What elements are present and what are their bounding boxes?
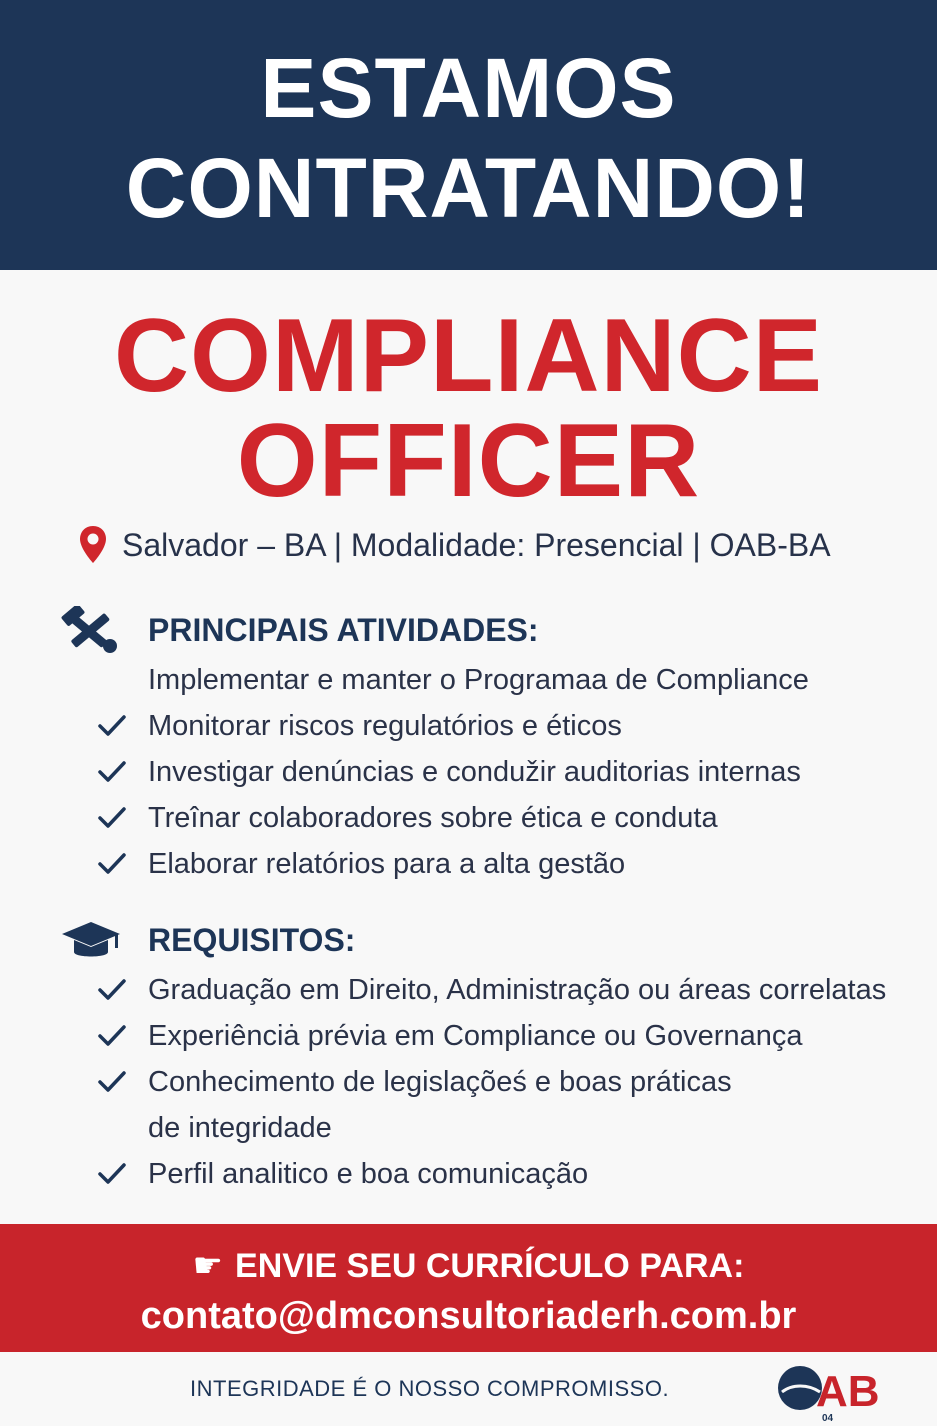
location-text: Salvador – BA | Modalidade: Presencial | OAB-BA (122, 526, 831, 563)
activities-heading-label: PRINCIPAIS ATIVIDADES: (148, 611, 539, 648)
list-item: Perfil analitico e boa comunicação (92, 1156, 937, 1192)
check-icon (92, 1018, 132, 1054)
list-item: Treînar colaboradores sobre ética e conduta (92, 800, 937, 836)
job-title-line-1: COMPLIANCE (113, 298, 824, 414)
list-item: de integridade (148, 1112, 332, 1144)
requirements-heading-label: REQUISITOS: (148, 921, 356, 958)
tools-icon (60, 606, 122, 654)
graduation-cap-icon (60, 916, 122, 964)
list-item: Experiênciȧ prévia em Compliance ou Governança (92, 1018, 937, 1054)
check-icon (92, 754, 132, 790)
requirements-heading (60, 916, 355, 964)
list-item: Monitorar riscos regulatórios e éticos (92, 708, 937, 744)
list-item: Graduação em Direito, Administração ou áreas correlatas (92, 972, 937, 1008)
headline-line-2: CONTRATANDO! (125, 141, 812, 235)
list-item: Implementar e manter o Programaa de Compliance (148, 664, 809, 696)
check-icon (92, 800, 132, 836)
job-title-line-2: OFFICER (236, 403, 701, 519)
footer (0, 1352, 937, 1426)
activities-heading (60, 606, 539, 654)
cta-line (0, 1244, 937, 1288)
contact-email[interactable]: contato@dmconsultoriaderh.com.br (140, 1295, 797, 1337)
oab-logo (772, 1362, 882, 1424)
list-item: Investigar denúncias e condužir auditorias internas (92, 754, 937, 790)
check-icon (92, 708, 132, 744)
svg-text:AB: AB (816, 1367, 880, 1416)
check-icon (92, 1064, 132, 1100)
top-banner (0, 0, 937, 270)
headline-line-1: ESTAMOS (260, 41, 677, 135)
footer-motto: INTEGRIDADE É O NOSSO COMPROMISSO. (190, 1376, 670, 1401)
check-icon (92, 1156, 132, 1192)
cta-banner (0, 1224, 937, 1352)
check-icon (92, 972, 132, 1008)
pointing-hand-icon: ☛ (192, 1247, 224, 1285)
cta-label: ENVIE SEU CURRÍCULO PARA: (235, 1247, 745, 1285)
list-item: Elaborar relatórios para a alta gestão (92, 846, 937, 882)
svg-text:04: 04 (822, 1413, 834, 1424)
list-item: Conhecimento de legislaçõeś e boas práticas (92, 1064, 937, 1100)
map-pin-icon (78, 525, 108, 565)
check-icon (92, 846, 132, 882)
location-line (78, 522, 831, 568)
